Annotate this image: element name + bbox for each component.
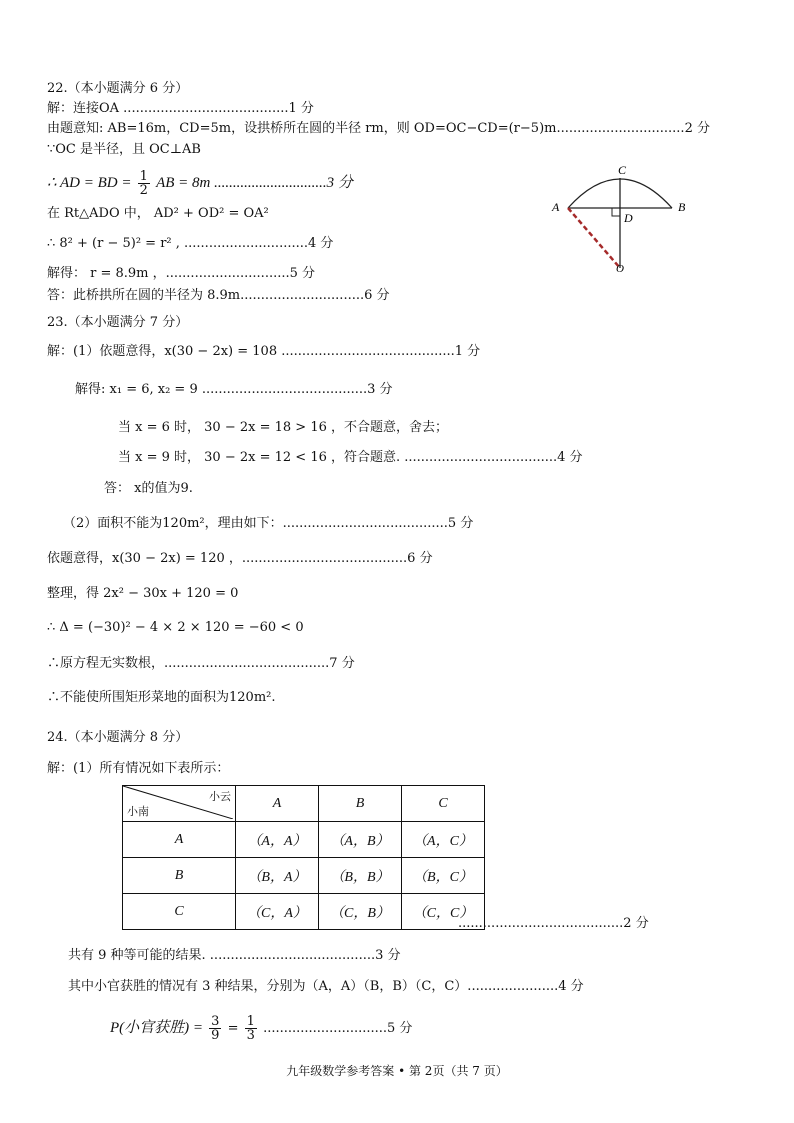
label-b: B	[678, 200, 686, 214]
q23-line-4: 当 x = 9 时， 30 − 2x = 12 < 16 ，符合题意. .....................................4 分	[118, 450, 583, 465]
table-cell: （A，A）	[236, 822, 319, 858]
corner-top-label: 小云	[209, 791, 231, 803]
table-cell: （A，B）	[319, 822, 402, 858]
table-cell: （B，C）	[402, 858, 485, 894]
col-header: B	[319, 786, 402, 822]
q24-title: 24.（本小题满分 8 分）	[47, 730, 189, 745]
q23-line-1: 解：(1）依题意得，x(30 − 2x) = 108 ..........................................1 分	[47, 344, 481, 359]
q24-fraction-3-9: $\frac{3}{9}$	[211, 1014, 220, 1043]
col-header: C	[402, 786, 485, 822]
q22-line-2: 由题意知: AB=16m，CD=5m，设拱桥所在圆的半径 rm，则 OD=OC−CD=(r−5)m...............................2 分	[47, 121, 710, 136]
table-cell: （B，B）	[319, 858, 402, 894]
q24-score-5: ..............................5 分	[263, 1021, 413, 1036]
arch-bridge-diagram	[540, 160, 700, 275]
q22-line-5: 在 Rt△ADO 中， AD² + OD² = OA²	[47, 206, 269, 221]
q23-line-11: ∴不能使所围矩形菜地的面积为120m².	[47, 690, 276, 705]
q22-ab-8m: AB = 8m ..............................3 分	[156, 175, 353, 191]
q22-half-fraction: $\frac{1}{2}$	[139, 169, 148, 198]
row-header: C	[123, 894, 236, 930]
label-c: C	[618, 163, 627, 177]
q23-line-10: ∴原方程无实数根，........................................7 分	[47, 656, 355, 671]
q22-title: 22.（本小题满分 6 分）	[47, 81, 189, 96]
q22-line-7: 解得： r = 8.9m ，..............................5 分	[47, 266, 316, 281]
table-cell: （C，C）	[402, 894, 485, 930]
q22-line-4	[47, 170, 353, 197]
table-row	[123, 858, 485, 894]
q23-line-2: 解得: x₁ = 6, x₂ = 9 ........................................3 分	[75, 382, 393, 397]
corner-bottom-label: 小南	[127, 806, 149, 818]
q24-probability-label: P(小官获胜) =	[110, 1020, 204, 1036]
q24-equals: =	[227, 1021, 239, 1036]
q23-line-9: ∴ Δ = (−30)² − 4 × 2 × 120 = −60 < 0	[47, 620, 304, 635]
q24-fraction-1-3: $\frac{1}{3}$	[246, 1014, 255, 1043]
q23-title: 23.（本小题满分 7 分）	[47, 315, 189, 330]
q23-line-7: 依题意得，x(30 − 2x) = 120 ，........................................6 分	[47, 551, 433, 566]
col-header: A	[236, 786, 319, 822]
table-cell: （B，A）	[236, 858, 319, 894]
row-header: B	[123, 858, 236, 894]
label-o: O	[616, 263, 624, 275]
q22-line-6: ∴ 8² + (r − 5)² = r² , ..............................4 分	[47, 236, 334, 251]
outcomes-table	[122, 785, 485, 930]
q24-line-4	[110, 1015, 412, 1042]
q22-line-3: ∵OC 是半径，且 OC⊥AB	[47, 142, 201, 157]
q22-line-1: 解：连接OA ........................................1 分	[47, 101, 314, 116]
q22-line-8: 答：此桥拱所在圆的半径为 8.9m..............................6 分	[47, 288, 390, 303]
table-cell: （A，C）	[402, 822, 485, 858]
q24-after-table: ........................................2 分	[458, 916, 649, 931]
q24-line-2: 共有 9 种等可能的结果. ........................................3 分	[68, 948, 401, 963]
page-footer: 九年级数学参考答案 • 第 2页（共 7 页）	[286, 1064, 508, 1078]
table-header-row	[123, 786, 485, 822]
label-d: D	[624, 211, 633, 225]
q23-line-5: 答： x的值为9.	[104, 481, 193, 496]
q24-line-3: 其中小官获胜的情况有 3 种结果，分别为（A，A）（B，B）（C，C）......................4 分	[68, 979, 584, 994]
q23-line-6: （2）面积不能为120m²，理由如下：........................................5 分	[63, 516, 474, 531]
table-cell: （C，B）	[319, 894, 402, 930]
label-a: A	[552, 200, 560, 214]
table-row	[123, 822, 485, 858]
table-corner-cell	[123, 786, 236, 822]
table-row	[123, 894, 485, 930]
q24-line-1: 解：(1）所有情况如下表所示：	[47, 761, 230, 776]
table-cell: （C，A）	[236, 894, 319, 930]
q22-ad-bd: ∴ AD = BD =	[47, 175, 132, 191]
q23-line-8: 整理，得 2x² − 30x + 120 = 0	[47, 586, 239, 601]
q23-line-3: 当 x = 6 时， 30 − 2x = 18 > 16 ，不合题意，舍去；	[118, 420, 448, 435]
row-header: A	[123, 822, 236, 858]
